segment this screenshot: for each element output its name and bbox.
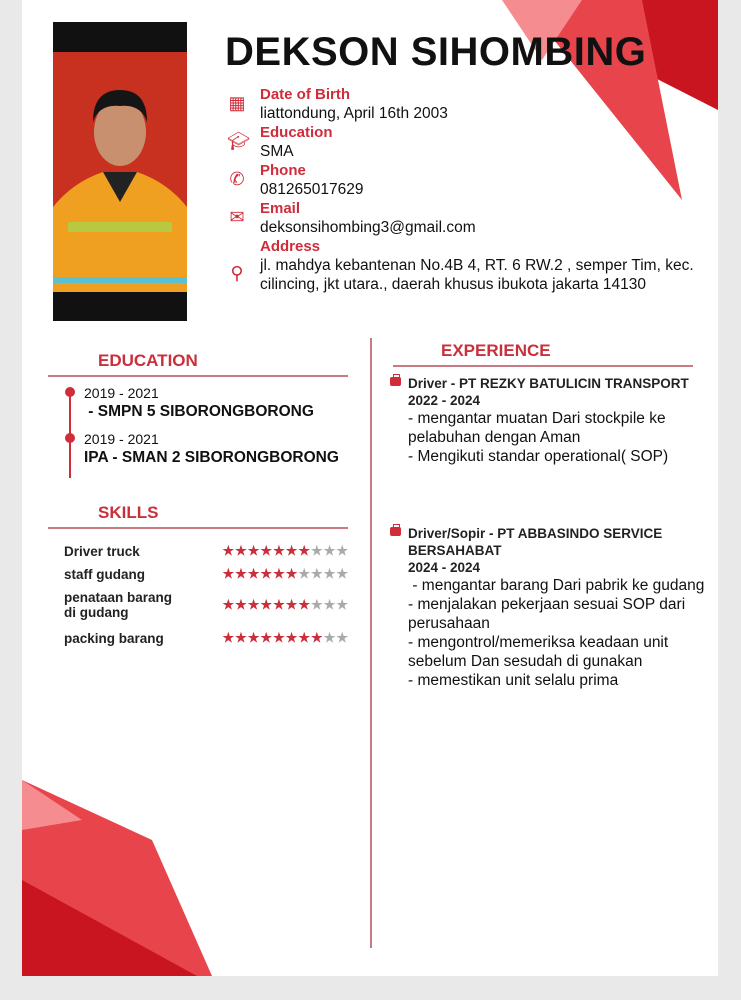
education-heading: EDUCATION — [98, 351, 198, 370]
star-icon: ★ — [235, 630, 248, 645]
info-value: SMA — [260, 143, 294, 160]
info-label: Education — [260, 124, 333, 141]
experience-position: Driver - PT REZKY BATULICIN TRANSPORT — [408, 376, 689, 391]
experience-description: - mengantar barang Dari pabrik ke gudang - menjalakan pekerjaan sesuai SOP dari perusahaan - mengontrol/memeriksa keadaan unit sebelum Dan sesudah di gunakan - memestikan unit selalu prima — [408, 577, 705, 689]
experience-item — [408, 525, 708, 690]
info-label: Date of Birth — [260, 86, 350, 103]
info-value: deksonsihombing3@gmail.com — [260, 219, 476, 236]
skill-rating — [222, 597, 349, 613]
profile-photo — [53, 22, 187, 321]
info-education — [227, 123, 697, 161]
skill-name: penataan barang di gudang — [64, 590, 173, 620]
star-icon: ★ — [247, 566, 261, 581]
info-value: jl. mahdya kebantenan No.4B 4, RT. 6 RW.2 , semper Tim, kec. cilincing, jkt utara., daerah khusus ibukota jakarta 14130 — [260, 257, 694, 293]
info-value: liattondung, April 16th 2003 — [260, 105, 448, 122]
column-divider — [370, 338, 372, 948]
skill-row — [64, 590, 349, 620]
education-item — [84, 430, 339, 467]
info-phone — [227, 161, 697, 199]
info-label: Address — [260, 238, 321, 255]
experience-years: 2024 - 2024 — [408, 560, 481, 575]
star-icon: ★ — [260, 597, 274, 612]
skill-rating — [222, 543, 349, 559]
star-icon: ★ — [298, 597, 312, 612]
experience-years: 2022 - 2024 — [408, 393, 481, 408]
education-school: IPA - SMAN 2 SIBORONGBORONG — [84, 449, 339, 466]
briefcase-icon — [390, 377, 401, 386]
star-icon: ★ — [273, 566, 286, 581]
star-icon: ★ — [247, 597, 261, 612]
star-icon: ★ — [323, 597, 337, 612]
star-icon: ★ — [298, 630, 312, 645]
star-icon: ★ — [247, 543, 261, 558]
experience-heading: EXPERIENCE — [441, 341, 551, 360]
star-icon: ★ — [222, 597, 236, 612]
divider — [48, 375, 348, 377]
info-date-of-birth — [227, 85, 697, 123]
info-label: Email — [260, 200, 301, 217]
timeline-dot — [65, 387, 75, 397]
phone-icon: ✆ — [229, 169, 245, 189]
briefcase-icon — [390, 527, 401, 536]
education-years: 2019 - 2021 — [84, 431, 159, 447]
star-icon: ★ — [285, 630, 299, 645]
star-icon: ★ — [323, 630, 337, 645]
skills-heading: SKILLS — [98, 503, 159, 522]
star-icon: ★ — [235, 597, 248, 612]
candidate-name: DEKSON SIHOMBING — [225, 30, 647, 74]
education-item — [84, 384, 314, 421]
star-icon: ★ — [235, 543, 248, 558]
star-icon: ★ — [285, 566, 299, 581]
star-icon: ★ — [273, 543, 286, 558]
star-icon: ★ — [260, 566, 274, 581]
star-icon: ★ — [311, 566, 324, 581]
calendar-icon: ▦ — [228, 93, 246, 113]
star-icon: ★ — [285, 543, 299, 558]
skill-rating — [222, 630, 349, 646]
star-icon: ★ — [247, 630, 261, 645]
divider — [393, 365, 693, 367]
info-value: 081265017629 — [260, 181, 364, 198]
education-school: - SMPN 5 SIBORONGBORONG — [84, 403, 314, 420]
skill-rating — [222, 566, 349, 582]
location-pin-icon: ⚲ — [230, 263, 244, 283]
star-icon: ★ — [285, 597, 299, 612]
star-icon: ★ — [260, 630, 274, 645]
skill-name: Driver truck — [64, 543, 140, 559]
skill-name: packing barang — [64, 630, 164, 646]
graduation-cap-icon: 🎓︎ — [227, 131, 250, 151]
skill-row — [64, 543, 349, 559]
star-icon: ★ — [336, 597, 349, 612]
timeline-dot — [65, 433, 75, 443]
info-address — [227, 237, 697, 294]
star-icon: ★ — [311, 597, 324, 612]
info-email — [227, 199, 697, 237]
star-icon: ★ — [273, 597, 286, 612]
star-icon: ★ — [273, 630, 286, 645]
star-icon: ★ — [311, 630, 324, 645]
star-icon: ★ — [323, 543, 337, 558]
star-icon: ★ — [336, 566, 349, 581]
education-years: 2019 - 2021 — [84, 385, 159, 401]
skill-row — [64, 630, 349, 646]
star-icon: ★ — [298, 566, 312, 581]
star-icon: ★ — [298, 543, 312, 558]
star-icon: ★ — [260, 543, 274, 558]
info-label: Phone — [260, 162, 306, 179]
star-icon: ★ — [336, 630, 349, 645]
resume-page — [22, 0, 718, 976]
experience-position: Driver/Sopir - PT ABBASINDO SERVICE BERSAHABAT — [408, 526, 663, 558]
experience-description: - mengantar muatan Dari stockpile ke pelabuhan dengan Aman - Mengikuti standar operational( SOP) — [408, 410, 669, 465]
skill-name: staff gudang — [64, 566, 145, 582]
star-icon: ★ — [222, 630, 236, 645]
star-icon: ★ — [336, 543, 349, 558]
email-icon: ✉ — [229, 207, 245, 227]
star-icon: ★ — [311, 543, 324, 558]
star-icon: ★ — [235, 566, 248, 581]
experience-item — [408, 375, 708, 466]
personal-info — [227, 85, 697, 294]
star-icon: ★ — [323, 566, 337, 581]
divider — [48, 527, 348, 529]
star-icon: ★ — [222, 566, 236, 581]
star-icon: ★ — [222, 543, 236, 558]
skill-row — [64, 566, 349, 582]
